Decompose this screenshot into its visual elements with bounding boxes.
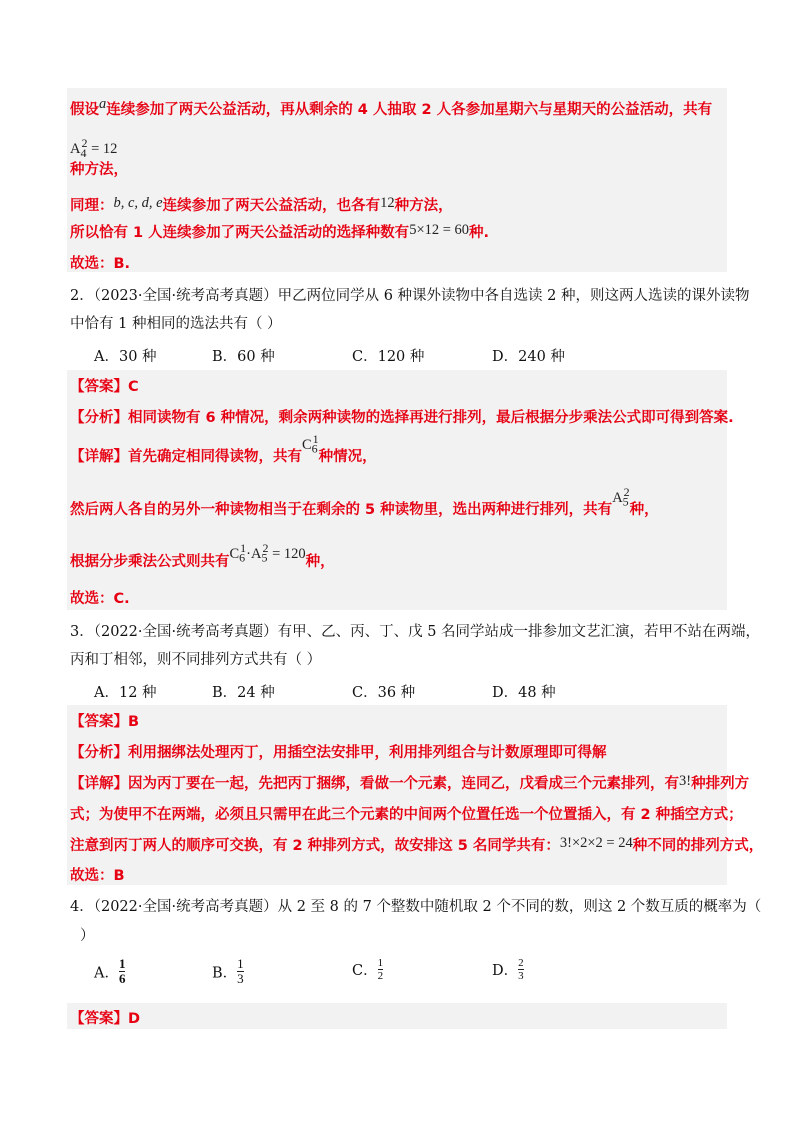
q4-option-b: B． $\frac{1}{3}$: [212, 956, 244, 987]
q4-stem-line2: ）: [80, 928, 95, 944]
q4-answer-highlight: [67, 1003, 727, 1029]
sol1-line2: $A_4^2 = 12$: [70, 136, 118, 160]
q3-analysis: 【分析】利用捆绑法处理丙丁，用插空法安排甲，利用排列组合与计数原理即可得解: [70, 745, 607, 761]
q3-answer: 【答案】B: [70, 714, 140, 730]
sol1-line2b: 种方法，: [70, 162, 128, 178]
q3-option-d: D．48 种: [492, 685, 556, 701]
sol1-line3: 同理：b, c, d, e连续参加了两天公益活动，也各有12种方法，: [70, 195, 453, 214]
q2-option-a: A．30 种: [94, 349, 157, 365]
q2-option-c: C．120 种: [352, 349, 425, 365]
q4-option-a: A． $\frac{1}{6}$: [94, 956, 126, 987]
sol1-line4: 所以恰有 1 人连续参加了两天公益活动的选择种数有5×12 = 60种.: [70, 222, 490, 241]
q3-option-c: C．36 种: [352, 685, 416, 701]
q4-stem-line1: 4．（2022·全国·统考高考真题）从 2 至 8 的 7 个整数中随机取 2 个不同的数，则这 2 个数互质的概率为（: [70, 899, 762, 915]
sol1-line1: 假设a连续参加了两天公益活动，再从剩余的 4 人抽取 2 人各参加星期六与星期天的公益活动，共有: [70, 96, 713, 118]
q2-stem-line1: 2．（2023·全国·统考高考真题）甲乙两位同学从 6 种课外读物中各自选读 2 种，则这两人选读的课外读物: [70, 288, 750, 304]
q3-option-b: B．24 种: [212, 685, 275, 701]
q2-choose: 故选：C.: [70, 591, 130, 607]
sol1-choose: 故选：B.: [70, 256, 131, 272]
q3-choose: 故选：B: [70, 868, 125, 884]
q3-detail-line2: 式；为使甲不在两端，必须且只需甲在此三个元素的中间两个位置任选一个位置插入，有 2 种插空方式；: [70, 807, 743, 823]
q2-detail-line2: 然后两人各自的另外一种读物相当于在剩余的 5 种读物里，选出两种进行排列，共有$A_5^2$种，: [70, 485, 659, 518]
q2-analysis: 【分析】相同读物有 6 种情况，剩余两种读物的选择再进行排列，最后根据分步乘法公式即可得到答案.: [70, 410, 734, 426]
q2-option-b: B．60 种: [212, 349, 275, 365]
q3-detail-line1: 【详解】因为丙丁要在一起，先把丙丁捆绑，看做一个元素，连同乙，戊看成三个元素排列，有3!种排列方: [70, 773, 750, 792]
q3-stem-line2: 丙和丁相邻，则不同排列方式共有（ ）: [70, 652, 322, 668]
q2-option-d: D．240 种: [492, 349, 565, 365]
q3-option-a: A．12 种: [94, 685, 157, 701]
q4-answer: 【答案】D: [70, 1011, 141, 1027]
q4-option-c: C． $\frac{1}{2}$: [352, 957, 384, 983]
q3-detail-line3: 注意到丙丁两人的顺序可交换，有 2 种排列方式，故安排这 5 名同学共有：3!×2×2 = 24种不同的排列方式，: [70, 835, 764, 854]
q3-answer-highlight: [67, 705, 727, 885]
q2-detail-line3: 根据分步乘法公式则共有$C_6^1\cdot A_5^2 = 120$种，: [70, 541, 335, 570]
q2-stem-line2: 中恰有 1 种相同的选法共有（ ）: [70, 316, 282, 332]
q4-option-d: D． $\frac{2}{3}$: [492, 957, 524, 983]
q3-stem-line1: 3．（2022·全国·统考高考真题）有甲、乙、丙、丁、戊 5 名同学站成一排参加文艺汇演，若甲不站在两端，: [70, 624, 761, 640]
q2-detail-line1: 【详解】首先确定相同得读物，共有$C_6^1$种情况，: [70, 432, 377, 465]
q2-answer: 【答案】C: [70, 379, 139, 395]
